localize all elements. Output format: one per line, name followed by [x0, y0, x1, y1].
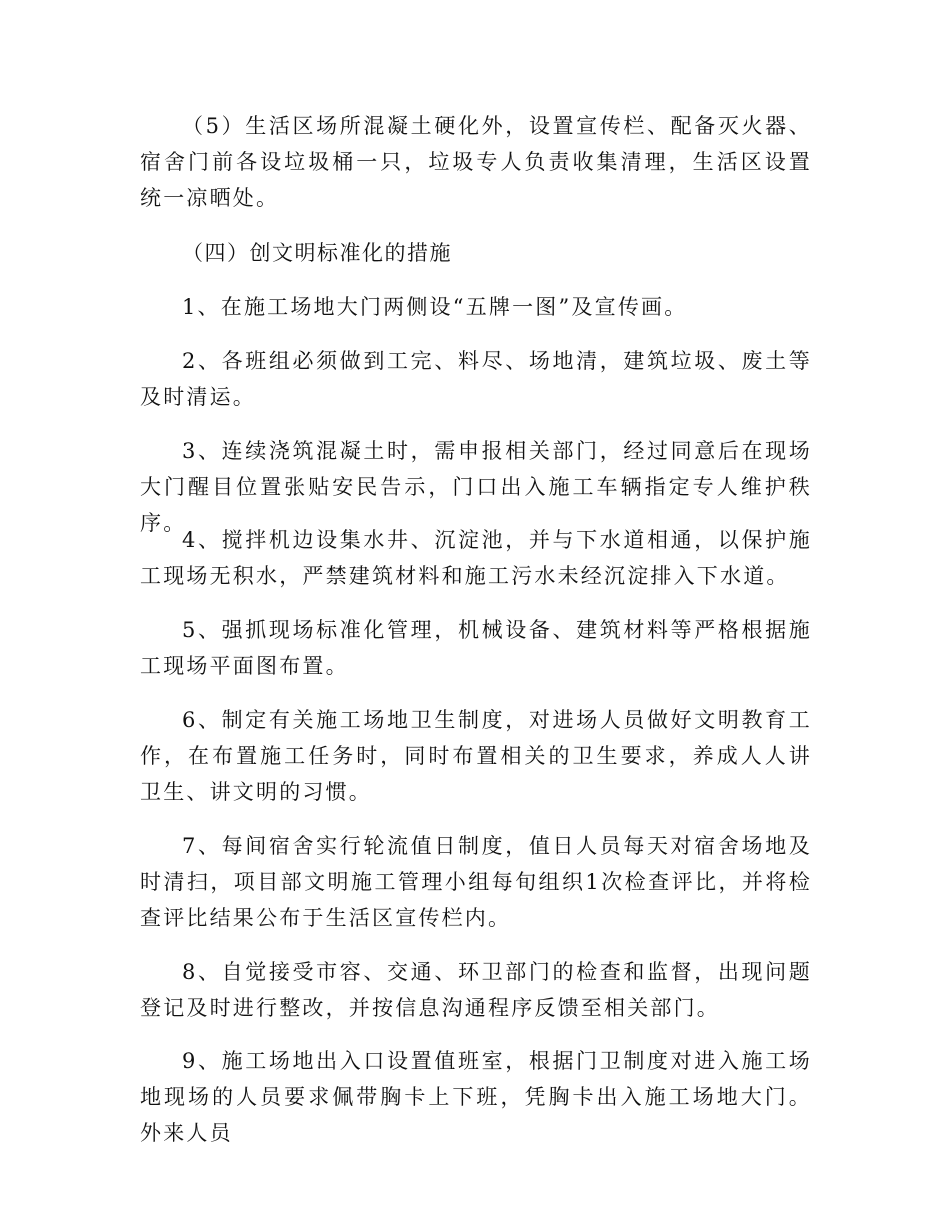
paragraph-item-6: 6、制定有关施工场地卫生制度，对进场人员做好文明教育工作，在布置施工任务时，同时布置相关的卫生要求，养成人人讲卫生、讲文明的习惯。	[140, 708, 812, 804]
paragraph-item-7: 7、每间宿舍实行轮流值日制度，值日人员每天对宿舍场地及时清扫，项目部文明施工管理小组每旬组织1次检查评比，并将检查评比结果公布于生活区宣传栏内。	[140, 834, 812, 930]
paragraph-living-area: （5）生活区场所混凝土硬化外，设置宣传栏、配备灭火器、宿舍门前各设垃圾桶一只，垃圾专人负责收集清理，生活区设置统一凉晒处。	[140, 114, 812, 210]
paragraph-item-5: 5、强抓现场标准化管理，机械设备、建筑材料等严格根据施工现场平面图布置。	[140, 618, 812, 678]
paragraph-item-9: 9、施工场地出入口设置值班室，根据门卫制度对进入施工场地现场的人员要求佩带胸卡上下班，凭胸卡出入施工场地大门。外来人员	[140, 1049, 812, 1145]
paragraph-item-8: 8、自觉接受市容、交通、环卫部门的检查和监督，出现问题登记及时进行整改，并按信息沟通程序反馈至相关部门。	[140, 960, 812, 1020]
paragraph-item-1: 1、在施工场地大门两侧设“五牌一图”及宣传画。	[182, 295, 688, 319]
section-heading-civilization-measures: （四）创文明标准化的措施	[182, 241, 452, 265]
paragraph-item-4: 4、搅拌机边设集水井、沉淀池，并与下水道相通，以保护施工现场无积水，严禁建筑材料和施工污水未经沉淀排入下水道。	[140, 528, 812, 588]
paragraph-item-2: 2、各班组必须做到工完、料尽、场地清，建筑垃圾、废土等及时清运。	[140, 349, 812, 409]
paragraph-item-3: 3、连续浇筑混凝土时，需申报相关部门，经过同意后在现场大门醒目位置张贴安民告示，门口出入施工车辆指定专人维护秩序。	[140, 439, 812, 535]
